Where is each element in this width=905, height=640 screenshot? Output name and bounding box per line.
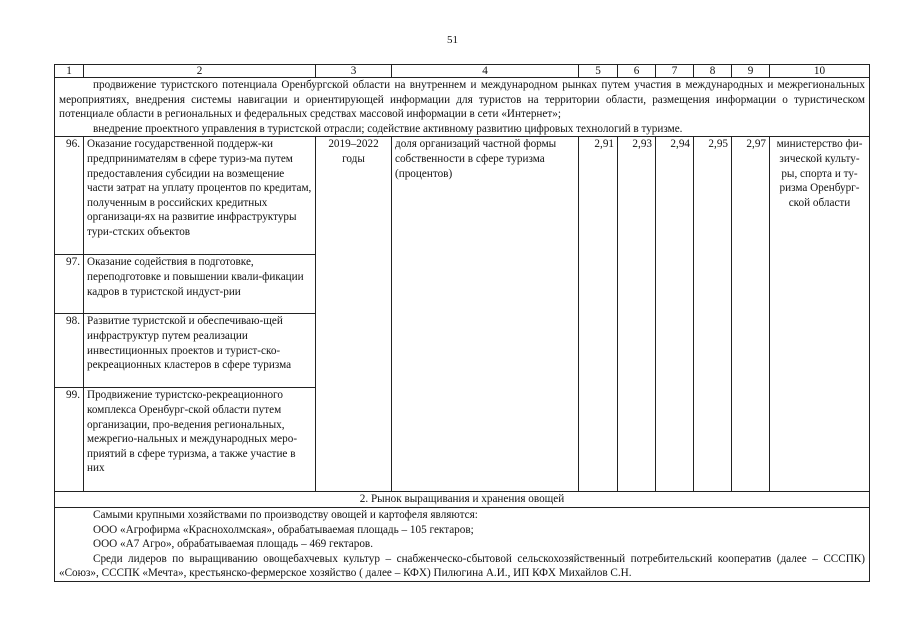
- value-2023: 2,97: [732, 137, 770, 492]
- row-number: 99.: [55, 388, 84, 492]
- col-num-7: 7: [656, 65, 694, 78]
- page-number: 51: [447, 34, 458, 46]
- intro-paragraph: внедрение проектного управления в туристской отрасли; содействие активному развитию цифровых технологий в туризме.: [93, 122, 683, 135]
- intro-paragraph: продвижение туристского потенциала Оренбургской области на внутреннем и международном рынках путем участия в международных и межрегиональных мероприятиях, внедрения системы навигации и ориентирующей информации для туристов на территории области, размещения информации о туристическом потенциале области в региональных и федеральных средствах массовой информации в сети «Интернет»;: [59, 79, 865, 121]
- period-cell: 2019–2022 годы: [316, 137, 392, 492]
- section-paragraph: Самыми крупными хозяйствами по производству овощей и картофеля являются:: [93, 508, 478, 521]
- section-body-row: [55, 507, 870, 581]
- measure-text: Оказание содействия в подготовке, переподготовке и повышении квали-фикации кадров в туристской индуст-рии: [84, 255, 316, 314]
- section-paragraph: Среди лидеров по выращиванию овощебахчевых культур – снабженческо-сбытовой сельскохозяйственный потребительский кооператив (далее – СССПК) «Союз», СССПК «Мечта», крестьянско-фермерское хозяйство ( далее – КФХ) Пилюгина А.И., ИП КФХ Михайлов С.Н.: [59, 552, 865, 580]
- row-number: 96.: [55, 137, 84, 255]
- responsible-cell: министерство фи-зической культу-ры, спорта и ту-ризма Оренбург-ской области: [770, 137, 870, 492]
- col-num-9: 9: [732, 65, 770, 78]
- intro-cell: [55, 78, 870, 137]
- col-num-2: 2: [84, 65, 316, 78]
- measure-text: Продвижение туристско-рекреационного комплекса Оренбург-ской области путем организации, про-ведения региональных, межрегио-нальных и международных меро-приятий в сфере туризма, а также участие в них: [84, 388, 316, 492]
- col-num-4: 4: [392, 65, 579, 78]
- col-num-5: 5: [579, 65, 618, 78]
- table-row: [55, 137, 870, 255]
- col-num-10: 10: [770, 65, 870, 78]
- value-2020: 2,93: [618, 137, 656, 492]
- measure-text: Развитие туристской и обеспечиваю-щей инфраструктур путем реализации инвестиционных проектов и турист-ско-рекреационных кластеров в сфере туризма: [84, 314, 316, 388]
- column-number-row: [55, 65, 870, 78]
- section-header-row: [55, 492, 870, 508]
- program-table: [54, 64, 870, 582]
- section-paragraph: ООО «А7 Агро», обрабатываемая площадь – 469 гектаров.: [93, 538, 373, 551]
- col-num-8: 8: [694, 65, 732, 78]
- value-2021: 2,94: [656, 137, 694, 492]
- row-number: 98.: [55, 314, 84, 388]
- section-body: [55, 507, 870, 581]
- measure-text: Оказание государственной поддерж-ки предпринимателям в сфере туриз-ма путем предоставления субсидии на возмещение части затрат на уплату процентов по кредитам, полученным в российских кредитных организаци-ях на развитие инфраструктуры тури-стских объектов: [84, 137, 316, 255]
- row-number: 97.: [55, 255, 84, 314]
- value-2019: 2,91: [579, 137, 618, 492]
- col-num-6: 6: [618, 65, 656, 78]
- intro-row: [55, 78, 870, 137]
- col-num-1: 1: [55, 65, 84, 78]
- section-paragraph: ООО «Агрофирма «Краснохолмская», обрабатываемая площадь – 105 гектаров;: [93, 523, 474, 536]
- value-2022: 2,95: [694, 137, 732, 492]
- section-title: 2. Рынок выращивания и хранения овощей: [55, 492, 870, 508]
- indicator-cell: доля организаций частной формы собственности в сфере туризма (процентов): [392, 137, 579, 492]
- col-num-3: 3: [316, 65, 392, 78]
